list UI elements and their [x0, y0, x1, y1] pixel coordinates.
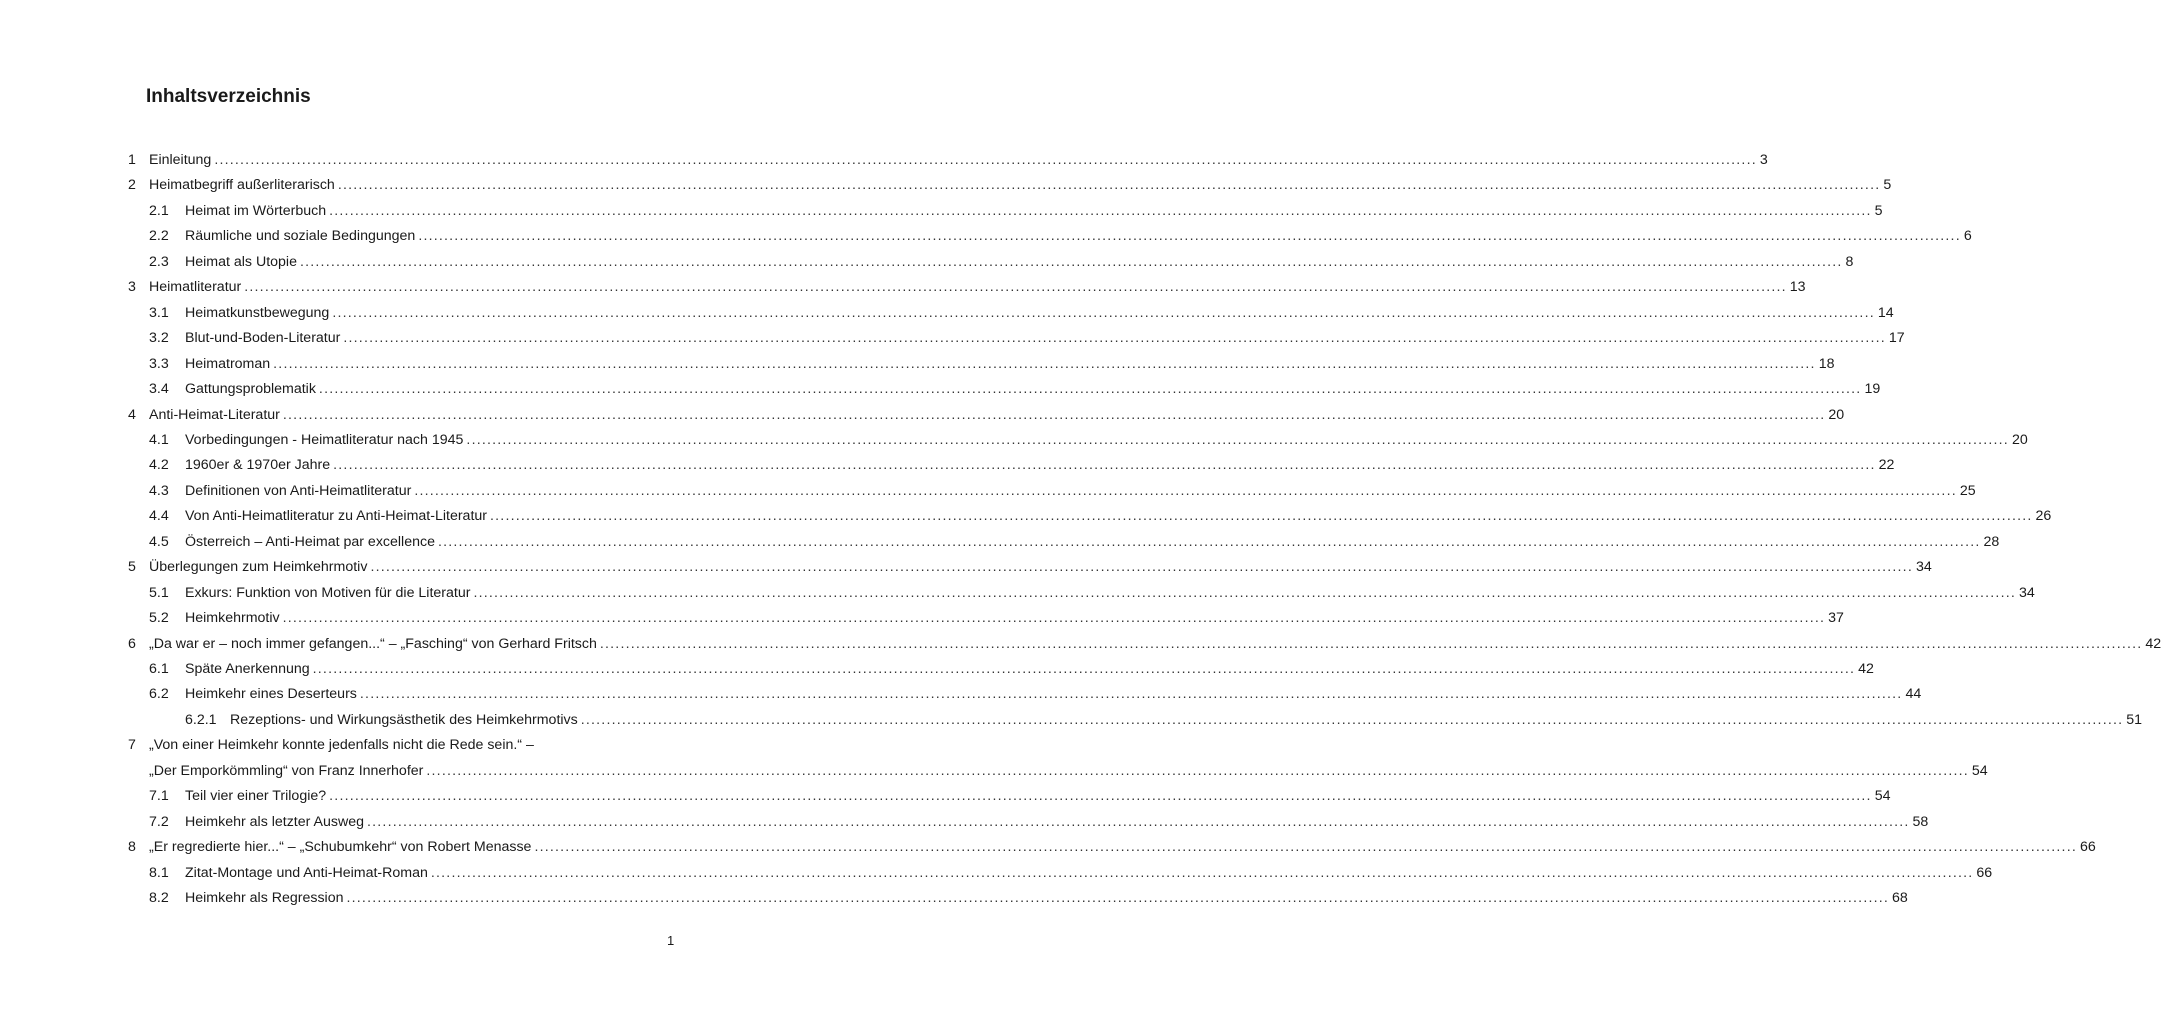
toc-entry[interactable] [128, 277, 1806, 297]
dot-leader: ............................................................................................................................................................................................................................................................................................................ [329, 202, 1872, 219]
toc-entry-label: Überlegungen zum Heimkehrmotiv [149, 559, 368, 576]
toc-entry-label: Definitionen von Anti-Heimatliteratur [185, 482, 412, 499]
dot-leader: ............................................................................................................................................................................................................................................................................................................ [490, 508, 2033, 525]
toc-entry-number: 8 [128, 839, 136, 856]
toc-entry[interactable] [149, 252, 1854, 272]
toc-entry-number: 4.3 [149, 482, 169, 499]
dot-leader: ............................................................................................................................................................................................................................................................................................................ [346, 890, 1890, 907]
toc-entry-page: 5 [1883, 177, 1892, 194]
toc-entry-label: Heimat im Wörterbuch [185, 202, 327, 219]
dot-leader: ............................................................................................................................................................................................................................................................................................................ [273, 355, 1816, 372]
toc-entry-number: 3 [128, 279, 136, 296]
toc-entry-page: 51 [2126, 711, 2143, 728]
toc-entry-number: 2 [128, 177, 136, 194]
toc-entry-page: 14 [1877, 304, 1894, 321]
toc-entry-page: 19 [1864, 381, 1881, 398]
dot-leader: ............................................................................................................................................................................................................................................................................................................ [282, 610, 1826, 627]
toc-entry-number: 4.2 [149, 457, 169, 474]
toc-entry[interactable] [149, 430, 2028, 450]
toc-entry-label: Einleitung [149, 152, 212, 168]
toc-entry-label: Heimkehr als letzter Ausweg [185, 813, 364, 830]
dot-leader: ............................................................................................................................................................................................................................................................................................................ [580, 711, 2124, 728]
toc-entry-number: 7.2 [149, 813, 169, 830]
toc-entry-number: 5.2 [149, 610, 169, 627]
toc-entry[interactable] [149, 506, 2052, 526]
toc-entry-number: 5.1 [149, 584, 169, 601]
toc-entry-label: „Von einer Heimkehr konnte jedenfalls nicht die Rede sein.“ – [149, 737, 534, 754]
dot-leader: ............................................................................................................................................................................................................................................................................................................ [318, 381, 1862, 398]
toc-entry-number: 6.2.1 [185, 711, 217, 728]
toc-entry-page: 6 [1963, 228, 1972, 245]
toc-entry-page: 42 [2145, 635, 2161, 652]
dot-leader: ............................................................................................................................................................................................................................................................................................................ [599, 635, 2143, 652]
toc-entry-number: 2.2 [149, 228, 169, 245]
toc-entry[interactable] [128, 634, 2161, 654]
toc-entry-page: 42 [1858, 661, 1874, 677]
toc-entry-label: Späte Anerkennung [185, 661, 310, 677]
dot-leader: ............................................................................................................................................................................................................................................................................................................ [244, 279, 1787, 296]
toc-entry-label: Exkurs: Funktion von Motiven für die Literatur [185, 584, 471, 601]
toc-entry-page: 28 [1983, 533, 2000, 550]
toc-entry-number: 8.1 [149, 864, 169, 881]
toc-entry-label: Blut-und-Boden-Literatur [185, 330, 341, 347]
toc-entry-label: Österreich – Anti-Heimat par excellence [185, 533, 435, 550]
toc-entry-page: 17 [1888, 330, 1905, 347]
dot-leader: ............................................................................................................................................................................................................................................................................................................ [418, 228, 1961, 245]
dot-leader: ............................................................................................................................................................................................................................................................................................................ [466, 431, 2009, 448]
toc-entry-label: Heimkehrmotiv [185, 610, 280, 627]
toc-entry-number: 3.2 [149, 330, 169, 347]
dot-leader: ............................................................................................................................................................................................................................................................................................................ [282, 406, 1826, 423]
toc-entry-page: 34 [1915, 559, 1932, 576]
toc-entry-label: Heimatroman [185, 355, 271, 372]
dot-leader: ............................................................................................................................................................................................................................................................................................................ [343, 330, 1886, 347]
toc-entry[interactable] [149, 532, 2000, 552]
toc-entry-page: 58 [1912, 813, 1929, 830]
toc-entry-number: 3.1 [149, 304, 169, 321]
toc-entry[interactable] [149, 608, 1844, 628]
toc-entry-label: Räumliche und soziale Bedingungen [185, 228, 416, 245]
toc-entry-number: 2.3 [149, 253, 169, 270]
toc-entry-label: Zitat-Montage und Anti-Heimat-Roman [185, 864, 428, 881]
toc-entry-number: 1 [128, 152, 136, 168]
toc-entry-label: Rezeptions- und Wirkungsästhetik des Heimkehrmotivs [230, 711, 578, 728]
toc-entry[interactable] [149, 684, 1922, 704]
toc-entry-number: 6.2 [149, 686, 169, 703]
toc-entry-label: Heimatkunstbewegung [185, 304, 330, 321]
dot-leader: ............................................................................................................................................................................................................................................................................................................ [312, 661, 1856, 677]
toc-entry-page: 20 [1828, 406, 1845, 423]
toc-entry-label: Von Anti-Heimatliteratur zu Anti-Heimat-Literatur [185, 508, 488, 525]
toc-entry-page: 8 [1845, 253, 1854, 270]
toc-entry[interactable] [149, 583, 2035, 603]
dot-leader: ............................................................................................................................................................................................................................................................................................................ [370, 559, 1913, 576]
toc-entry-number: 6 [128, 635, 136, 652]
toc-entry-label: Heimat als Utopie [185, 253, 297, 270]
dot-leader: ............................................................................................................................................................................................................................................................................................................ [367, 813, 1910, 830]
toc-entry-page: 54 [1874, 788, 1891, 805]
toc-entry-label: Anti-Heimat-Literatur [149, 406, 280, 423]
toc-entry-label: 1960er & 1970er Jahre [185, 457, 331, 474]
dot-leader: ............................................................................................................................................................................................................................................................................................................ [414, 482, 1957, 499]
toc-entry-number: 6.1 [149, 661, 169, 677]
toc-entry-number: 4.4 [149, 508, 169, 525]
toc-entry-label: „Da war er – noch immer gefangen...“ – „Fasching“ von Gerhard Fritsch [149, 635, 597, 652]
dot-leader: ............................................................................................................................................................................................................................................................................................................ [333, 457, 1876, 474]
dot-leader: ............................................................................................................................................................................................................................................................................................................ [473, 584, 2016, 601]
dot-leader: ............................................................................................................................................................................................................................................................................................................ [329, 788, 1872, 805]
toc-entry[interactable] [149, 812, 1929, 832]
toc-entry-page: 5 [1874, 202, 1883, 219]
toc-entry-page: 20 [2011, 431, 2028, 448]
toc-entry-label: Heimatliteratur [149, 279, 242, 296]
dot-leader: ............................................................................................................................................................................................................................................................................................................ [359, 686, 1903, 703]
toc-entry[interactable] [149, 379, 1881, 399]
toc-entry-label: „Er regredierte hier...“ – „Schubumkehr“ von Robert Menasse [149, 839, 532, 856]
toc-entry-label: Heimkehr eines Deserteurs [185, 686, 357, 703]
dot-leader: ............................................................................................................................................................................................................................................................................................................ [214, 152, 1757, 168]
toc-entry-label: Teil vier einer Trilogie? [185, 788, 327, 805]
toc-entry[interactable] [185, 710, 2143, 730]
toc-entry-page: 3 [1759, 152, 1768, 168]
toc-entry[interactable] [149, 863, 1993, 883]
toc-entry[interactable] [149, 659, 1874, 679]
toc-entry-label: Vorbedingungen - Heimatliteratur nach 1945 [185, 431, 464, 448]
toc-entry[interactable] [128, 557, 1932, 577]
toc-entry[interactable] [149, 455, 1895, 475]
toc-entry-page: 68 [1892, 890, 1908, 907]
toc-entry[interactable] [149, 201, 1883, 221]
toc-entry[interactable] [149, 481, 1976, 501]
dot-leader: ............................................................................................................................................................................................................................................................................................................ [437, 533, 1981, 550]
toc-entry[interactable] [128, 150, 1768, 170]
toc-entry[interactable] [149, 888, 1908, 908]
toc-entry-number: 4 [128, 406, 136, 423]
toc-entry[interactable] [128, 175, 1892, 195]
toc-entry[interactable] [149, 328, 1905, 348]
dot-leader: ............................................................................................................................................................................................................................................................................................................ [426, 762, 1969, 779]
toc-entry-page: 34 [2019, 584, 2035, 601]
page-title: Inhaltsverzeichnis [146, 86, 311, 107]
toc-entry-page: 13 [1789, 279, 1806, 296]
toc-entry-page: 25 [1959, 482, 1976, 499]
toc-entry-number: 3.3 [149, 355, 169, 372]
toc-entry-number: 2.1 [149, 202, 169, 219]
toc-entry-label: „Der Emporkömmling“ von Franz Innerhofer [149, 762, 424, 779]
toc-entry[interactable] [149, 786, 1891, 806]
toc-entry[interactable] [149, 761, 1988, 781]
toc-entry-page: 37 [1828, 610, 1844, 627]
toc-entry-number: 4.5 [149, 533, 169, 550]
toc-entry-label: Heimkehr als Regression [185, 890, 344, 907]
dot-leader: ............................................................................................................................................................................................................................................................................................................ [430, 864, 1974, 881]
toc-entry-page: 18 [1818, 355, 1835, 372]
toc-entry-number: 5 [128, 559, 136, 576]
toc-entry-page: 22 [1878, 457, 1895, 474]
toc-entry-page: 44 [1905, 686, 1922, 703]
toc-entry-number: 7 [128, 737, 136, 754]
toc-entry[interactable] [149, 303, 1894, 323]
dot-leader: ............................................................................................................................................................................................................................................................................................................ [332, 304, 1875, 321]
toc-entry-page: 66 [1976, 864, 1993, 881]
toc-entry[interactable] [149, 226, 1972, 246]
toc-entry-page: 26 [2035, 508, 2052, 525]
toc-entry[interactable] [149, 354, 1835, 374]
dot-leader: ............................................................................................................................................................................................................................................................................................................ [534, 839, 2077, 856]
toc-entry-label: Gattungsproblematik [185, 381, 316, 398]
toc-entry[interactable] [128, 405, 1845, 425]
toc-entry-number: 4.1 [149, 431, 169, 448]
toc-entry[interactable] [128, 735, 678, 755]
toc-entry-page: 66 [2079, 839, 2096, 856]
toc-entry-number: 8.2 [149, 890, 169, 907]
dot-leader: ............................................................................................................................................................................................................................................................................................................ [337, 177, 1881, 194]
dot-leader: ............................................................................................................................................................................................................................................................................................................ [299, 253, 1843, 270]
page-number: 1 [667, 933, 675, 948]
toc-entry-number: 7.1 [149, 788, 169, 805]
toc-entry-label: Heimatbegriff außerliterarisch [149, 177, 335, 194]
toc-entry-number: 3.4 [149, 381, 169, 398]
toc-entry-page: 54 [1971, 762, 1988, 779]
toc-entry[interactable] [128, 837, 2096, 857]
